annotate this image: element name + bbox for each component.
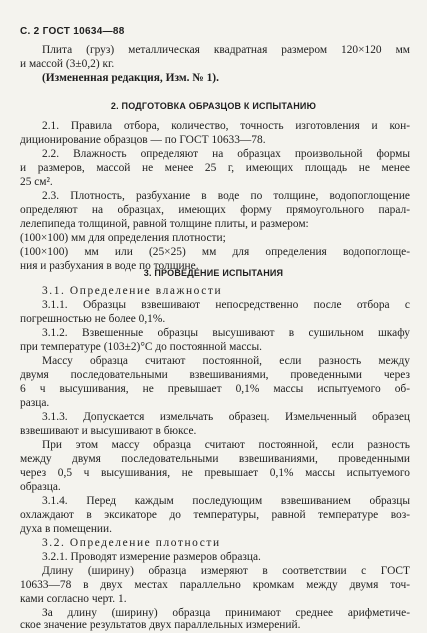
text-line: 25 см².: [20, 176, 53, 188]
text-line: 2.2. Влажность определяют на образцах произвольной формы: [42, 148, 410, 160]
text-line: духа в помещении.: [20, 523, 112, 535]
text-line: через 0,5 ч высушивания, не превышает 0,1% массы испытуемого: [20, 467, 410, 479]
page-header: С. 2 ГОСТ 10634—88: [20, 26, 125, 37]
text-line: 3.1.1. Образцы взвешивают непосредственно после отбора с: [42, 299, 410, 311]
subsection-heading: 3.2. Определение плотности: [42, 537, 221, 549]
text-line: между двумя последовательными взвешиваниями, проведенными: [20, 453, 410, 465]
text-line: 2.3. Плотность, разбухание в воде по толщине, водопоглощение: [42, 190, 410, 202]
subsection-heading: 3.1. Определение влажности: [42, 285, 223, 297]
text-line: Плита (груз) металлическая квадратная размером 120×120 мм: [42, 44, 410, 56]
text-line: 3.1.3. Допускается измельчать образец. Измельченный образец: [42, 411, 410, 423]
text-line: Массу образца считают постоянной, если разность между: [42, 355, 410, 367]
text-line: ния и разбухания в воде по толщине.: [20, 260, 199, 272]
text-line: 3.1.4. Перед каждым последующим взвешиванием образцы: [42, 495, 410, 507]
text-line: (100×100) мм или (25×25) мм для определения водопоглоще-: [20, 246, 410, 258]
text-line: лелепипеда толщиной, равной толщине плиты, и размером:: [20, 218, 309, 230]
text-line: взвешивают и высушивают в бюксе.: [20, 425, 197, 437]
text-line: ками согласно черт. 1.: [20, 593, 127, 605]
text-line: диционирование образцов — по ГОСТ 10633—78.: [20, 134, 266, 146]
text-line: 3.2.1. Проводят измерение размеров образца.: [42, 551, 261, 563]
text-line: двумя последовательными взвешиваниями, проведенными через: [20, 369, 410, 381]
text-line: Длину (ширину) образца измеряют в соответствии с ГОСТ: [42, 565, 410, 577]
text-line: ское значение результатов двух параллельных измерений.: [20, 619, 301, 631]
text-line: За длину (ширину) образца принимают среднее арифметиче-: [42, 607, 410, 619]
text-line: 10633—78 в двух местах параллельно кромкам между двумя точ-: [20, 579, 410, 591]
text-line: При этом массу образца считают постоянной, если разность: [42, 439, 410, 451]
text-line: (100×100) мм для определения плотности;: [20, 232, 226, 244]
section-heading-3: 3. ПРОВЕДЕНИЕ ИСПЫТАНИЯ: [143, 268, 284, 278]
text-line: 6 ч высушивания, не превышает 0,1% массы испытуемого об-: [20, 383, 410, 395]
text-line: и размеров, массой не менее 25 г, имеющих площадь не менее: [20, 162, 410, 174]
text-line: и массой (3±0,2) кг.: [20, 58, 115, 70]
section-heading-2: 2. ПОДГОТОВКА ОБРАЗЦОВ К ИСПЫТАНИЮ: [110, 101, 317, 111]
text-line: образца.: [20, 481, 61, 493]
text-line: 2.1. Правила отбора, количество, точность изготовления и кон-: [42, 120, 410, 132]
text-line: определяют на образцах, имеющих форму прямоугольного парал-: [20, 204, 410, 216]
text-line: погрешностью не более 0,1%.: [20, 313, 166, 325]
text-line: разца.: [20, 397, 50, 409]
text-line: при температуре (103±2)°С до постоянной массы.: [20, 341, 262, 353]
amendment-note: (Измененная редакция, Изм. № 1).: [42, 72, 219, 84]
text-line: 3.1.2. Взвешенные образцы высушивают в сушильном шкафу: [42, 327, 410, 339]
text-line: охлаждают в эксикаторе до температуры, равной температуре воз-: [20, 509, 410, 521]
